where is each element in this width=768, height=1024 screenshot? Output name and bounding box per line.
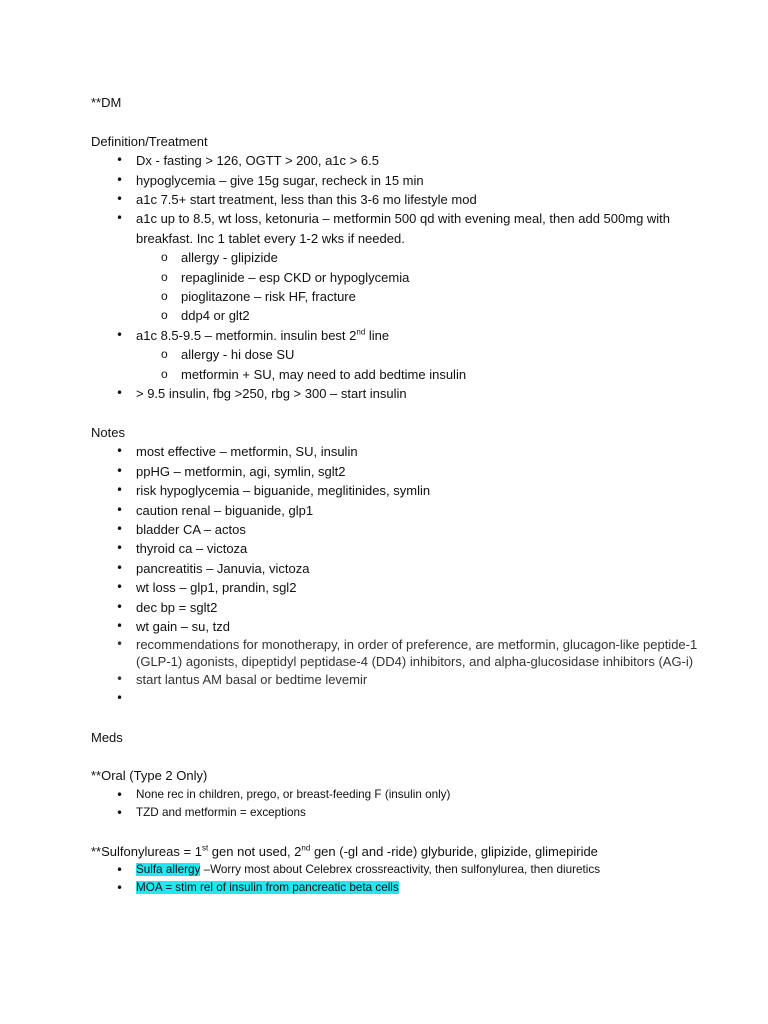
list-item: • thyroid ca – victoza — [91, 539, 711, 558]
empty-list-item — [91, 689, 711, 708]
list-item: • None rec in children, prego, or breast-feeding F (insulin only) — [91, 786, 711, 804]
blank-line — [91, 747, 711, 766]
list-item: • start lantus AM basal or bedtime levemir — [91, 671, 711, 689]
blank-line — [91, 708, 711, 727]
list-item: • wt gain – su, tzd — [91, 617, 711, 636]
list-item: • bladder CA – actos — [91, 520, 711, 539]
list-item: • hypoglycemia – give 15g sugar, recheck in 15 min — [91, 171, 711, 190]
highlighted-text: Sulfa allergy — [136, 862, 201, 876]
highlighted-text: MOA = stim rel of insulin from pancreatic beta cells — [136, 881, 399, 895]
list-item: • a1c 7.5+ start treatment, less than this 3-6 mo lifestyle mod — [91, 190, 711, 209]
heading-text: gen not used, 2 — [208, 843, 302, 859]
list-item: • wt loss – glp1, prandin, sgl2 — [91, 578, 711, 597]
heading-text: **Sulfonylureas = 1 — [91, 843, 202, 859]
superscript: nd — [301, 843, 311, 853]
sub-list-item: o allergy - glipizide — [91, 248, 711, 267]
doc-title: **DM — [91, 95, 122, 110]
superscript: nd — [356, 327, 366, 337]
sub-list-item: o repaglinide – esp CKD or hypoglycemia — [91, 268, 711, 287]
document-page — [91, 93, 711, 897]
sub-list-item: o allergy - hi dose SU — [91, 345, 711, 364]
list-item: • dec bp = sglt2 — [91, 598, 711, 617]
list-item: • pancreatitis – Januvia, victoza — [91, 559, 711, 578]
definition-heading: Definition/Treatment — [91, 133, 208, 149]
meds-heading: Meds — [91, 729, 123, 745]
sulfonylureas-heading — [91, 842, 711, 861]
item-text: –Worry most about Celebrex crossreactivity, then sulfonylurea, then diuretics — [200, 862, 601, 876]
list-item — [91, 879, 711, 897]
list-item — [91, 861, 711, 879]
list-item: • most effective – metformin, SU, insulin — [91, 442, 711, 461]
notes-heading: Notes — [91, 424, 125, 440]
sulfonylureas-list — [91, 861, 711, 897]
oral-heading: **Oral (Type 2 Only) — [91, 768, 208, 784]
list-item: • a1c up to 8.5, wt loss, ketonuria – metformin 500 qd with evening meal, then add 500mg with breakfast. Inc 1 tablet every 1-2 wks if needed. — [91, 209, 711, 248]
sub-list-item: o ddp4 or glt2 — [91, 306, 711, 325]
heading-text: gen (-gl and -ride) glyburide, glipizide, glimepiride — [310, 843, 598, 859]
blank-line — [91, 112, 711, 131]
superscript: st — [201, 843, 209, 853]
sub-list-item: o metformin + SU, may need to add bedtime insulin — [91, 365, 711, 384]
list-item: • TZD and metformin = exceptions — [91, 804, 711, 822]
oral-list — [91, 786, 711, 822]
list-item: • ppHG – metformin, agi, symlin, sglt2 — [91, 462, 711, 481]
list-item: • > 9.5 insulin, fbg >250, rbg > 300 – start insulin — [91, 384, 711, 403]
list-item: • Dx - fasting > 126, OGTT > 200, a1c > 6.5 — [91, 151, 711, 170]
blank-line — [91, 822, 711, 841]
list-item — [91, 326, 711, 345]
item-text: a1c 8.5-9.5 – metformin. insulin best 2 — [136, 327, 357, 343]
list-item: • caution renal – biguanide, glp1 — [91, 501, 711, 520]
blank-line — [91, 403, 711, 422]
item-text: line — [365, 327, 390, 343]
list-item: • risk hypoglycemia – biguanide, meglitinides, symlin — [91, 481, 711, 500]
notes-list — [91, 442, 711, 708]
definition-list — [91, 151, 711, 403]
sub-list-item: o pioglitazone – risk HF, fracture — [91, 287, 711, 306]
list-item: • recommendations for monotherapy, in order of preference, are metformin, glucagon-like peptide-1 (GLP-1) agonists, dipeptidyl peptidase-4 (DD4) inhibitors, and alpha-glucosidase inhibitors (AG-i) — [91, 636, 711, 671]
